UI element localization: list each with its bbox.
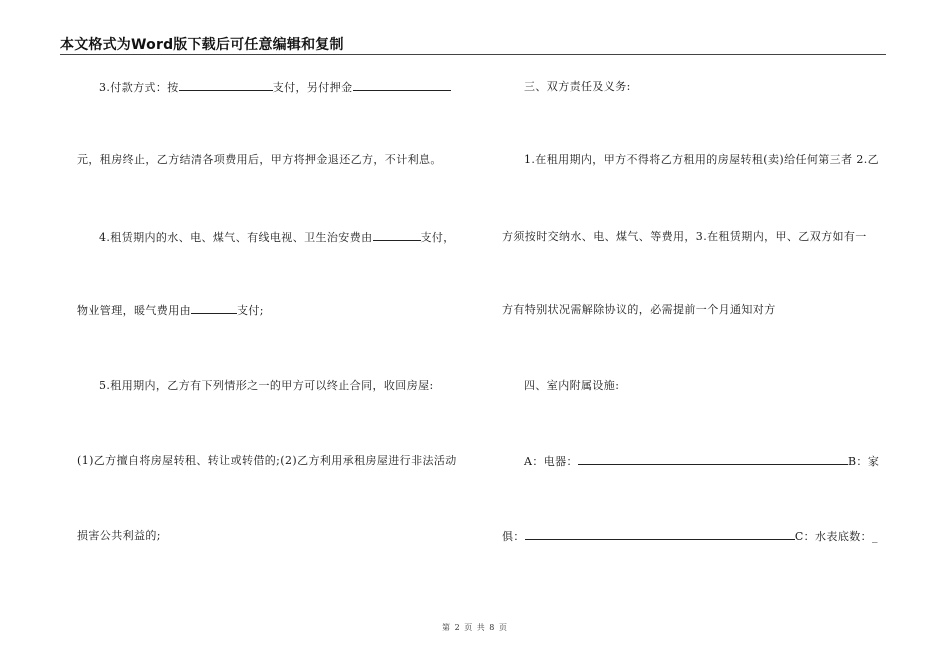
section-three-heading: 三、双方责任及义务: xyxy=(524,80,631,93)
heating-pay-label: 支付; xyxy=(237,304,264,317)
page-header-title: 本文格式为Word版下载后可任意编辑和复制 xyxy=(60,37,344,53)
deposit-return-line: 元，租房终止，乙方结清各项费用后，甲方将押金退还乙方，不计利息。 xyxy=(77,153,442,166)
property-fee-label: 物业管理，暖气费用由 xyxy=(77,304,191,317)
deposit-label: 支付，另付押金 xyxy=(272,81,353,94)
utilities-pay-label: 支付， xyxy=(420,231,455,244)
termination-case-line: (1)乙方擅自将房屋转租、转让或转借的;(2)乙方利用承租房屋进行非法活动 xyxy=(77,454,457,467)
furniture-label-end: 俱： xyxy=(502,530,525,543)
water-meter-label: C：水表底数：_ xyxy=(794,530,878,543)
payment-method-blank xyxy=(179,80,273,91)
duties-line-3: 方有特别状况需解除协议的，必需提前一个月通知对方 xyxy=(502,303,776,316)
page-number-footer: 第 2 页 共 8 页 xyxy=(442,623,508,632)
property-fee-line xyxy=(77,303,264,318)
duties-line-1: 1.在租用期内，甲方不得将乙方租用的房屋转租(卖)给任何第三者 2.乙 xyxy=(524,153,880,166)
payment-method-label: 3.付款方式：按 xyxy=(99,81,179,94)
payment-method-line xyxy=(99,80,451,95)
furniture-line xyxy=(502,529,878,544)
termination-clause-line: 5.租用期内，乙方有下列情形之一的甲方可以终止合同，收回房屋: xyxy=(99,379,434,392)
appliances-label: A：电器： xyxy=(524,455,578,468)
appliances-blank xyxy=(578,454,848,465)
utilities-payer-blank xyxy=(373,230,421,241)
furniture-label-start: B：家 xyxy=(847,455,880,468)
appliances-line xyxy=(524,454,879,469)
duties-line-2: 方须按时交纳水、电、煤气、等费用，3.在租赁期内，甲、乙双方如有一 xyxy=(502,230,867,243)
public-interest-line: 损害公共利益的; xyxy=(77,529,161,542)
heating-payer-blank xyxy=(191,303,237,314)
header-divider xyxy=(60,54,886,55)
deposit-blank xyxy=(353,80,451,91)
furniture-blank xyxy=(525,529,795,540)
utilities-line xyxy=(99,230,455,245)
section-four-heading: 四、室内附属设施: xyxy=(524,379,620,392)
utilities-label: 4.租赁期内的水、电、煤气、有线电视、卫生治安费由 xyxy=(99,231,373,244)
